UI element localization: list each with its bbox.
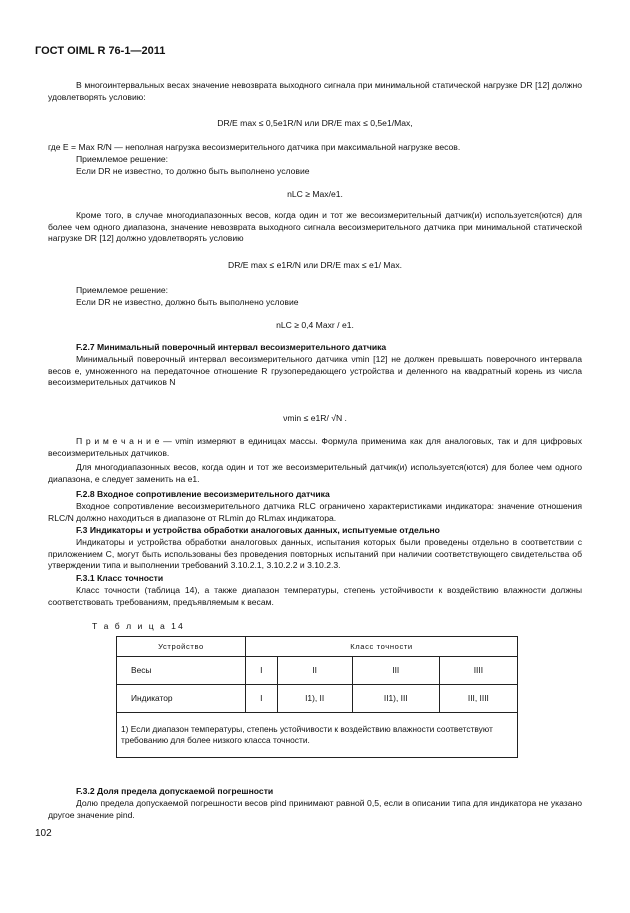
paragraph-8: Для многодиапазонных весов, когда один и тот же весоизмерительный датчик(и) используется(ются) для более чем одного диапазона, e следует заменить на e1.	[48, 462, 582, 484]
accuracy-class-table	[116, 636, 518, 758]
paragraph-12: Долю предела допускаемой погрешности весов pind принимают равной 0,5, если в описании типа для индикатора не указано другое значение pind.	[48, 798, 582, 820]
paragraph-3b: Если DR не известно, то должно быть выполнено условие	[76, 166, 310, 176]
page-number: 102	[35, 828, 52, 839]
section-heading-f31: F.3.1 Класс точности	[76, 573, 164, 583]
cell-class: III	[352, 657, 439, 685]
paragraph-3a: Приемлемое решение:	[76, 154, 169, 164]
formula-2: nLC ≥ Max/e1.	[287, 189, 343, 199]
table-row	[117, 685, 518, 713]
cell-class: III, IIII	[439, 685, 517, 713]
cell-device: Весы	[117, 657, 246, 685]
cell-class: IIII	[439, 657, 517, 685]
paragraph-2: где E = Max R/N — неполная нагрузка весоизмерительного датчика при максимальной нагрузке весов.	[48, 142, 461, 152]
cell-class: II	[277, 657, 352, 685]
table-header-row	[117, 637, 518, 657]
cell-device: Индикатор	[117, 685, 246, 713]
table-row	[117, 657, 518, 685]
formula-3: DR/E max ≤ e1R/N или DR/E max ≤ e1/ Max.	[228, 260, 402, 270]
document-header: ГОСТ OIML R 76-1—2011	[35, 45, 166, 57]
table-footnote: 1) Если диапазон температуры, степень устойчивости к воздействию влажности соответствуют требованию для более низкого класса точности.	[117, 713, 518, 758]
section-heading-f32: F.3.2 Доля предела допускаемой погрешности	[76, 786, 274, 796]
section-heading-f28: F.2.8 Входное сопротивление весоизмерительного датчика	[76, 489, 330, 499]
note-paragraph: П р и м е ч а н и е — νmin измеряют в единицах массы. Формула применима как для аналоговых, так и для цифровых весоизмерительных датчиков.	[48, 436, 582, 458]
cell-class: I	[246, 657, 278, 685]
header-device: Устройство	[117, 637, 246, 657]
paragraph-6: Минимальный поверочный интервал весоизмерительного датчика νmin [12] не должен превышать поверочного интервала весов e, умноженного на передаточное отношение R грузопередающего устройства и деленного на квадратный корень из числа весоизмерительных датчиков N	[48, 354, 582, 387]
paragraph-4: Кроме того, в случае многодиапазонных весов, когда один и тот же весоизмерительный датчик(и) используется(ются) для более чем одного диапазона, значение невозврата выходного сигнала весоизмерительного датчика при минимальной статической нагрузке DR [12] должно удовлетворять условию	[48, 210, 582, 243]
section-heading-f27: F.2.7 Минимальный поверочный интервал весоизмерительного датчика	[76, 342, 387, 352]
paragraph-11: Класс точности (таблица 14), а также диапазон температуры, степень устойчивости к воздействию влажности должны соответствовать требованиям, предъявляемым к весам.	[48, 585, 582, 607]
formula-5: νmin ≤ e1R/ √N .	[283, 413, 347, 423]
paragraph-5a: Приемлемое решение:	[76, 285, 169, 295]
cell-class: II1), III	[352, 685, 439, 713]
formula-1: DR/E max ≤ 0,5e1R/N или DR/E max ≤ 0,5e1/Max,	[217, 118, 413, 128]
formula-4: nLC ≥ 0,4 Maxr / e1.	[276, 320, 354, 330]
cell-class: I1), II	[277, 685, 352, 713]
section-heading-f3: F.3 Индикаторы и устройства обработки аналоговых данных, испытуемые отдельно	[76, 525, 440, 535]
table-caption: Т а б л и ц а 14	[92, 621, 185, 631]
paragraph-1: В многоинтервальных весах значение невозврата выходного сигнала при минимальной статической нагрузке DR [12] должно удовлетворять условию:	[48, 80, 582, 102]
paragraph-10: Индикаторы и устройства обработки аналоговых данных, испытания которых были проведены отдельно в соответствии с приложением С, могут быть использованы без проведения повторных испытаний при наличии соответствующего свидетельства об утверждении типа и выполнении требований 3.10.2.1, 3.10.2.2 и 3.10.2.3.	[48, 537, 582, 570]
paragraph-5b: Если DR не известно, должно быть выполнено условие	[76, 297, 299, 307]
table-footnote-row	[117, 713, 518, 758]
paragraph-9: Входное сопротивление весоизмерительного датчика RLC ограничено характеристиками индикатора: значение отношения RLC/N должно находиться в диапазоне от RLmin до RLmax индикатора.	[48, 501, 582, 523]
header-accuracy-class: Класс точности	[246, 637, 518, 657]
cell-class: I	[246, 685, 278, 713]
